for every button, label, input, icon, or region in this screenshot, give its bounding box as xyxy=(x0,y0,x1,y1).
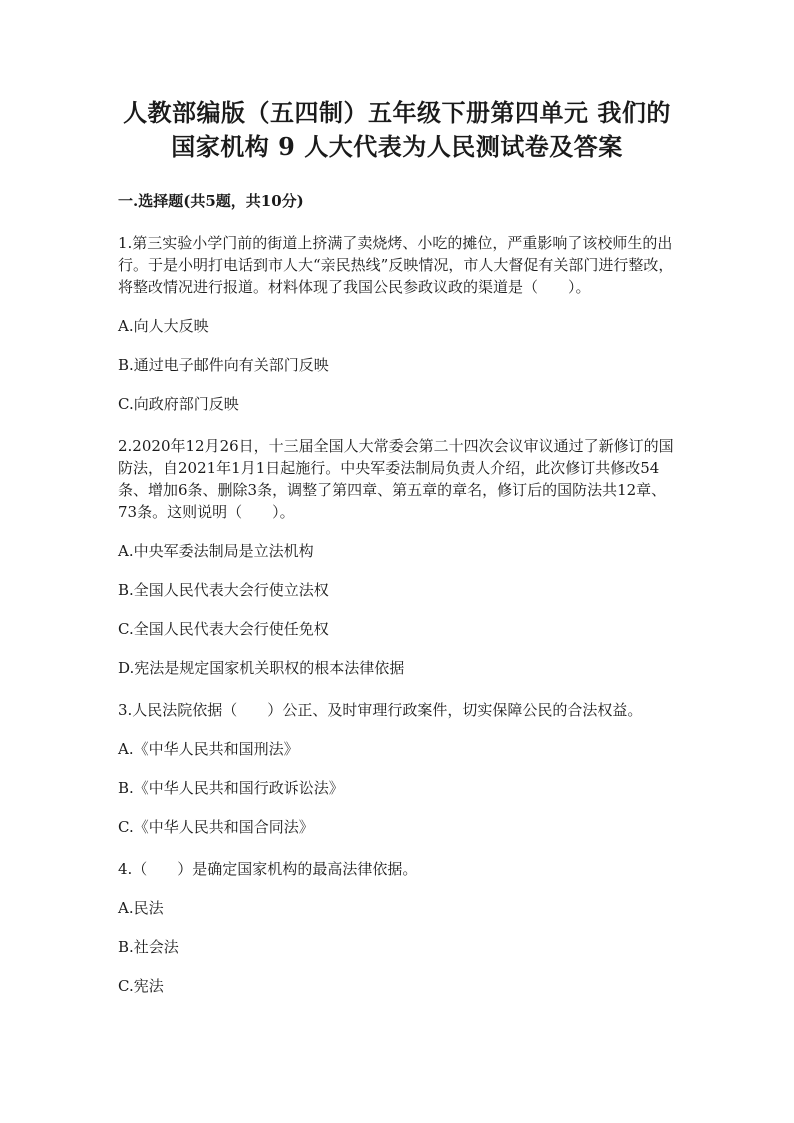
answer-option: A.中央军委法制局是立法机构 xyxy=(118,542,314,560)
title-line-2: 国家机构 9 人大代表为人民测试卷及答案 xyxy=(171,132,623,161)
answer-option: A.《中华人民共和国刑法》 xyxy=(118,740,299,758)
answer-option: B.通过电子邮件向有关部门反映 xyxy=(118,356,329,374)
question-block-3 xyxy=(118,699,676,838)
answer-option: D.宪法是规定国家机关职权的根本法律依据 xyxy=(118,659,405,677)
answer-option: C.全国人民代表大会行使任免权 xyxy=(118,620,329,638)
title-line-1: 人教部编版（五四制）五年级下册第四单元 我们的 xyxy=(123,98,671,127)
answer-option: B.社会法 xyxy=(118,938,179,956)
question-text: 4.（ ）是确定国家机构的最高法律依据。 xyxy=(118,860,418,878)
answer-option: A.民法 xyxy=(118,899,164,917)
question-block-1 xyxy=(118,232,676,415)
answer-option: B.《中华人民共和国行政诉讼法》 xyxy=(118,779,344,797)
document-title xyxy=(118,96,676,164)
section-heading: 一.选择题(共5题，共10分) xyxy=(118,192,304,210)
answer-option: C.《中华人民共和国合同法》 xyxy=(118,818,314,836)
answer-option: C.宪法 xyxy=(118,977,164,995)
question-block-2 xyxy=(118,435,676,679)
question-text: 3.人民法院依据（ ）公正、及时审理行政案件，切实保障公民的合法权益。 xyxy=(118,701,643,719)
question-text: 2.2020年12月26日，十三届全国人大常委会第二十四次会议审议通过了新修订的国防法，自2021年1月1日起施行。中央军委法制局负责人介绍，此次修订共修改54条、增加6条、删除3条，调整了第四章、第五章的章名，修订后的国防法共12章、73条。这则说明（ ）。 xyxy=(118,437,674,521)
answer-option: A.向人大反映 xyxy=(118,317,209,335)
answer-option: C.向政府部门反映 xyxy=(118,395,239,413)
answer-option: B.全国人民代表大会行使立法权 xyxy=(118,581,329,599)
question-block-4 xyxy=(118,858,676,997)
question-text: 1.第三实验小学门前的街道上挤满了卖烧烤、小吃的摊位，严重影响了该校师生的出行。于是小明打电话到市人大“亲民热线”反映情况，市人大督促有关部门进行整改，将整改情况进行报道。材料体现了我国公民参政议政的渠道是（ ）。 xyxy=(118,234,674,296)
